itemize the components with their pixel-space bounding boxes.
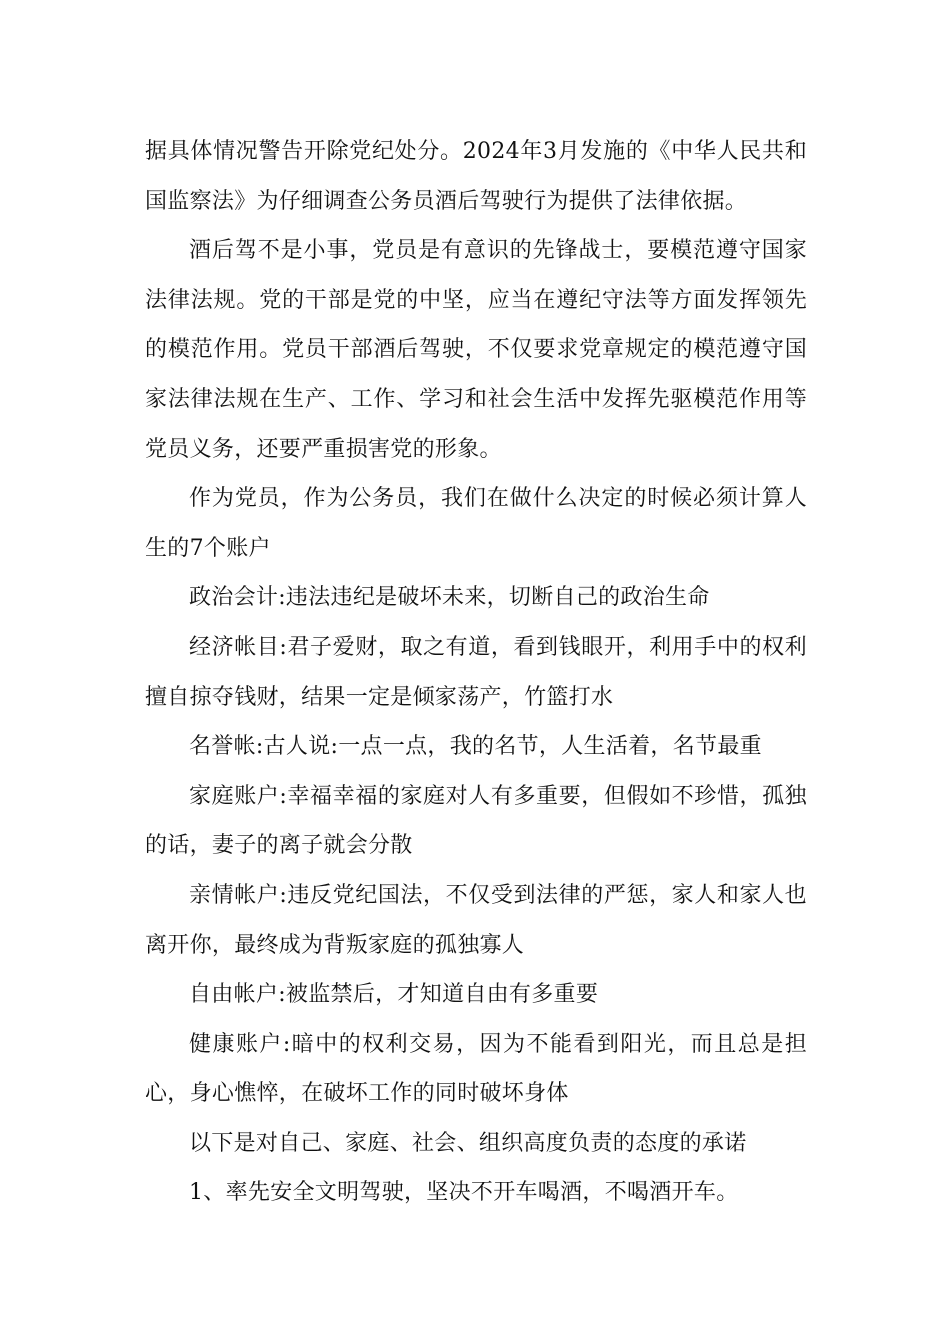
paragraph-6: 名誉帐:古人说:一点一点，我的名节，人生活着，名节最重 bbox=[189, 734, 762, 760]
paragraph-12: 1、率先安全文明驾驶，坚决不开车喝酒，不喝酒开车。 bbox=[189, 1180, 739, 1206]
paragraph-11: 以下是对自己、家庭、社会、组织高度负责的态度的承诺 bbox=[189, 1130, 747, 1156]
paragraph-4: 政治会计:违法违纪是破坏未来，切断自己的政治生命 bbox=[189, 585, 710, 611]
document-body bbox=[145, 127, 807, 1218]
paragraph-9: 自由帐户:被监禁后，才知道自由有多重要 bbox=[189, 982, 599, 1008]
paragraph-10: 健康账户:暗中的权利交易，因为不能看到阳光，而且总是担心，身心憔悴，在破坏工作的同时破坏身体 bbox=[145, 1031, 807, 1107]
paragraph-5: 经济帐目:君子爱财，取之有道，看到钱眼开，利用手中的权利擅自掠夺钱财，结果一定是倾家荡产，竹篮打水 bbox=[145, 634, 807, 710]
paragraph-8: 亲情帐户:违反党纪国法，不仅受到法律的严惩，家人和家人也离开你，最终成为背叛家庭的孤独寡人 bbox=[145, 882, 807, 958]
paragraph-3: 作为党员，作为公务员，我们在做什么决定的时候必须计算人生的7个账户 bbox=[145, 486, 807, 561]
paragraph-2: 酒后驾不是小事，党员是有意识的先锋战士，要模范遵守国家法律法规。党的干部是党的中坚，应当在遵纪守法等方面发挥领先的模范作用。党员干部酒后驾驶，不仅要求党章规定的模范遵守国家法律法规在生产、工作、学习和社会生活中发挥先驱模范作用等党员义务，还要严重损害党的形象。 bbox=[145, 238, 807, 462]
paragraph-1: 据具体情况警告开除党纪处分。2024年3月发施的《中华人民共和国监察法》为仔细调查公务员酒后驾驶行为提供了法律依据。 bbox=[145, 139, 807, 214]
paragraph-7: 家庭账户:幸福幸福的家庭对人有多重要，但假如不珍惜，孤独的话，妻子的离子就会分散 bbox=[145, 783, 807, 859]
